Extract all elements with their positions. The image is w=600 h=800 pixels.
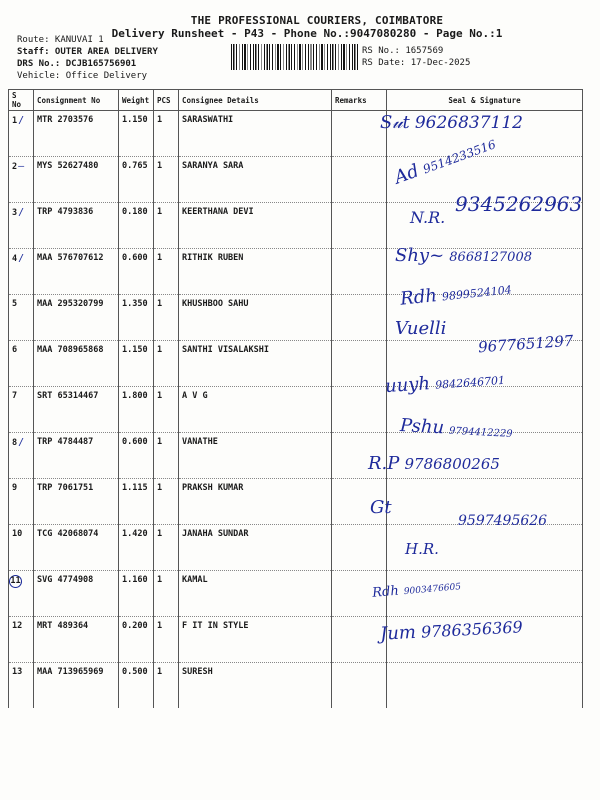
signature-3: 9345262963 [455, 192, 583, 216]
cell-consignee-text: A V G [182, 391, 208, 401]
cell-weight-text: 1.350 [122, 299, 148, 309]
cell-sno-text: 9 [12, 483, 18, 493]
cell-pcs-text: 1 [157, 667, 163, 677]
cell-consignment-text: TRP 4784487 [37, 437, 94, 447]
table-row [9, 157, 583, 203]
cell-consignment [34, 249, 119, 295]
cell-sno [9, 341, 34, 387]
cell-consignment [34, 571, 119, 617]
cell-consignee [179, 203, 332, 249]
cell-pcs [154, 571, 179, 617]
cell-consignee [179, 479, 332, 525]
cell-weight-text: 0.600 [122, 437, 148, 447]
cell-consignment-text: MAA 713965969 [37, 667, 104, 677]
phone-10: 9597495626 [458, 513, 548, 529]
cell-sno-text: 13 [12, 667, 23, 677]
signature-8: Pshu 9794412229 [399, 415, 513, 440]
signature-5: Rdh 9899524104 [399, 283, 513, 310]
cell-signature [387, 479, 583, 525]
cell-consignment-text: MAA 576707612 [37, 253, 104, 263]
signature-1: S𝓊t 9626837112 [380, 112, 523, 133]
cell-sno-text: 7 [12, 391, 18, 401]
cell-consignee-text: SARASWATHI [182, 115, 234, 125]
cell-weight-text: 0.765 [122, 161, 148, 171]
cell-consignee [179, 525, 332, 571]
cell-weight-text: 0.500 [122, 667, 148, 677]
vehicle-line: Vehicle: Office Delivery [17, 71, 148, 81]
table-row [9, 479, 583, 525]
cell-signature [387, 387, 583, 433]
cell-pcs-text: 1 [157, 437, 163, 447]
cell-sno [9, 295, 34, 341]
cell-pcs [154, 433, 179, 479]
staff-line: Staff: OUTER AREA DELIVERY [17, 47, 158, 57]
barcode [231, 44, 359, 70]
cell-sno-text: 5 [12, 299, 18, 309]
cell-sno-text: 4 [12, 254, 18, 264]
cell-pcs-text: 1 [157, 345, 163, 355]
cell-weight [119, 663, 154, 709]
cell-signature [387, 663, 583, 709]
cell-weight-text: 1.160 [122, 575, 148, 585]
cell-remarks [332, 663, 387, 709]
cell-pcs [154, 617, 179, 663]
cell-signature [387, 295, 583, 341]
cell-signature [387, 249, 583, 295]
cell-remarks [332, 111, 387, 157]
drs-line: DRS No.: DCJB165756901 [17, 59, 137, 69]
cell-weight-text: 1.150 [122, 345, 148, 355]
cell-weight [119, 525, 154, 571]
cell-consignee [179, 249, 332, 295]
checkmark-icon: / [18, 253, 25, 264]
cell-pcs [154, 203, 179, 249]
signature-7: uuyh 9842646701 [384, 373, 506, 398]
cell-remarks [332, 617, 387, 663]
cell-consignment-text: SRT 65314467 [37, 391, 99, 401]
cell-consignee-text: KHUSHBOO SAHU [182, 299, 249, 309]
col-sno: S No [9, 90, 34, 111]
mark-hr: H.R. [405, 540, 439, 558]
cell-remarks [332, 387, 387, 433]
cell-consignment [34, 525, 119, 571]
rs-no: RS No.: 1657569 [362, 46, 444, 56]
cell-consignment-text: MRT 489364 [37, 621, 89, 631]
cell-consignee [179, 433, 332, 479]
signature-2: Ad 9514233516 [391, 137, 498, 189]
delivery-table [8, 89, 583, 708]
cell-consignee [179, 157, 332, 203]
cell-pcs [154, 249, 179, 295]
cell-pcs [154, 295, 179, 341]
col-remarks: Remarks [332, 90, 387, 111]
signature-6: Vuelli [395, 318, 447, 339]
cell-consignee [179, 617, 332, 663]
cell-consignment-text: MAA 708965868 [37, 345, 104, 355]
cell-weight [119, 111, 154, 157]
cell-signature [387, 571, 583, 617]
table-row [9, 249, 583, 295]
signature-4: Shy~ 8668127008 [395, 245, 532, 266]
cell-weight-text: 1.150 [122, 115, 148, 125]
cell-consignment [34, 479, 119, 525]
cell-pcs-text: 1 [157, 115, 163, 125]
cell-sno-text: 1 [12, 116, 18, 126]
table-row [9, 295, 583, 341]
cell-pcs-text: 1 [157, 299, 163, 309]
cell-sno [9, 387, 34, 433]
cell-sno [9, 157, 34, 203]
table-row [9, 111, 583, 157]
cell-weight [119, 479, 154, 525]
cell-sno [9, 249, 34, 295]
route-line: Route: KANUVAI 1 [17, 35, 104, 45]
table-row [9, 571, 583, 617]
cell-consignment [34, 295, 119, 341]
checkmark-icon: / [18, 437, 25, 448]
table-row [9, 387, 583, 433]
col-consignee: Consignee Details [179, 90, 332, 111]
cell-sno [9, 479, 34, 525]
cell-sno-text: 10 [12, 529, 23, 539]
col-signature: Seal & Signature [387, 90, 583, 111]
signature-9: R.P 9786800265 [368, 453, 500, 474]
cell-consignee-text: F IT IN STYLE [182, 621, 249, 631]
cell-consignee [179, 341, 332, 387]
cell-consignee [179, 663, 332, 709]
cell-sno-text: 11 [10, 576, 21, 586]
cell-weight-text: 0.180 [122, 207, 148, 217]
cell-weight [119, 341, 154, 387]
cell-pcs-text: 1 [157, 575, 163, 585]
cell-weight [119, 203, 154, 249]
cell-weight-text: 1.420 [122, 529, 148, 539]
cell-consignee-text: KEERTHANA DEVI [182, 207, 254, 217]
cell-weight-text: 1.115 [122, 483, 148, 493]
signature-10: Gt [370, 497, 392, 518]
runsheet-title: Delivery Runsheet - P43 - Phone No.:9047080280 - Page No.:1 [111, 27, 503, 40]
cell-sno [9, 111, 34, 157]
cell-consignment [34, 157, 119, 203]
cell-sno-text: 8 [12, 438, 18, 448]
cell-weight [119, 295, 154, 341]
cell-consignment-text: TRP 7061751 [37, 483, 94, 493]
cell-pcs [154, 157, 179, 203]
cell-pcs-text: 1 [157, 483, 163, 493]
cell-remarks [332, 157, 387, 203]
col-weight: Weight [119, 90, 154, 111]
cell-pcs-text: 1 [157, 253, 163, 263]
cell-consignment-text: TRP 4793836 [37, 207, 94, 217]
cell-consignee-text: VANATHE [182, 437, 218, 447]
signature-12: Jum 9786356369 [379, 617, 524, 645]
cell-sno [9, 433, 34, 479]
cell-signature [387, 341, 583, 387]
cell-weight-text: 0.200 [122, 621, 148, 631]
cell-sno [9, 525, 34, 571]
cell-sno [9, 617, 34, 663]
cell-consignment [34, 433, 119, 479]
cell-remarks [332, 249, 387, 295]
cell-consignee-text: JANAHA SUNDAR [182, 529, 249, 539]
cell-pcs [154, 663, 179, 709]
cell-weight [119, 571, 154, 617]
company-title: THE PROFESSIONAL COURIERS, COIMBATORE [190, 14, 444, 27]
table-row [9, 433, 583, 479]
cell-consignment-text: TCG 42068074 [37, 529, 99, 539]
cell-sno [9, 571, 34, 617]
table-row [9, 525, 583, 571]
table-header [9, 90, 583, 111]
cell-remarks [332, 203, 387, 249]
checkmark-icon: — [18, 161, 25, 172]
checkmark-icon: / [18, 207, 25, 218]
table-row [9, 203, 583, 249]
cell-consignment [34, 387, 119, 433]
cell-consignee [179, 571, 332, 617]
table-row [9, 341, 583, 387]
cell-weight [119, 157, 154, 203]
phone-6: 9677651297 [477, 331, 574, 357]
rs-date: RS Date: 17-Dec-2025 [362, 58, 471, 68]
cell-consignment-text: MYS 52627480 [37, 161, 99, 171]
cell-sno [9, 663, 34, 709]
cell-pcs [154, 479, 179, 525]
cell-pcs-text: 1 [157, 391, 163, 401]
cell-consignee-text: PRAKSH KUMAR [182, 483, 244, 493]
cell-sno-text: 12 [12, 621, 23, 631]
cell-consignee-text: KAMAL [182, 575, 208, 585]
cell-pcs [154, 111, 179, 157]
col-pcs: PCS [154, 90, 179, 111]
cell-weight [119, 387, 154, 433]
checkmark-icon: / [18, 115, 25, 126]
cell-weight-text: 0.600 [122, 253, 148, 263]
cell-pcs [154, 387, 179, 433]
mark-nr: N.R. [410, 208, 446, 227]
cell-remarks [332, 341, 387, 387]
cell-consignee-text: RITHIK RUBEN [182, 253, 244, 263]
cell-signature [387, 433, 583, 479]
cell-pcs-text: 1 [157, 207, 163, 217]
cell-signature [387, 157, 583, 203]
cell-sno-text: 2 [12, 162, 18, 172]
cell-remarks [332, 571, 387, 617]
cell-consignee [179, 387, 332, 433]
cell-sno [9, 203, 34, 249]
cell-remarks [332, 433, 387, 479]
cell-consignee-text: SANTHI VISALAKSHI [182, 345, 269, 355]
table-row [9, 663, 583, 709]
cell-consignment-text: MAA 295320799 [37, 299, 104, 309]
cell-consignment [34, 203, 119, 249]
cell-signature [387, 617, 583, 663]
cell-sno-text: 6 [12, 345, 18, 355]
signature-11: Rdh 9003476605 [371, 582, 462, 601]
cell-remarks [332, 525, 387, 571]
cell-consignee-text: SURESH [182, 667, 213, 677]
cell-signature [387, 111, 583, 157]
cell-weight [119, 617, 154, 663]
cell-consignment [34, 111, 119, 157]
cell-pcs [154, 341, 179, 387]
cell-weight [119, 433, 154, 479]
cell-consignment [34, 341, 119, 387]
col-consignment: Consignment No [34, 90, 119, 111]
cell-weight-text: 1.800 [122, 391, 148, 401]
cell-consignment-text: MTR 2703576 [37, 115, 94, 125]
cell-consignee-text: SARANYA SARA [182, 161, 244, 171]
cell-weight [119, 249, 154, 295]
cell-pcs-text: 1 [157, 529, 163, 539]
cell-pcs-text: 1 [157, 621, 163, 631]
cell-remarks [332, 295, 387, 341]
cell-sno-text: 3 [12, 208, 18, 218]
cell-consignment-text: SVG 4774908 [37, 575, 94, 585]
cell-pcs-text: 1 [157, 161, 163, 171]
cell-consignee [179, 111, 332, 157]
table-row [9, 617, 583, 663]
cell-pcs [154, 525, 179, 571]
cell-remarks [332, 479, 387, 525]
cell-consignment [34, 617, 119, 663]
cell-consignee [179, 295, 332, 341]
cell-consignment [34, 663, 119, 709]
